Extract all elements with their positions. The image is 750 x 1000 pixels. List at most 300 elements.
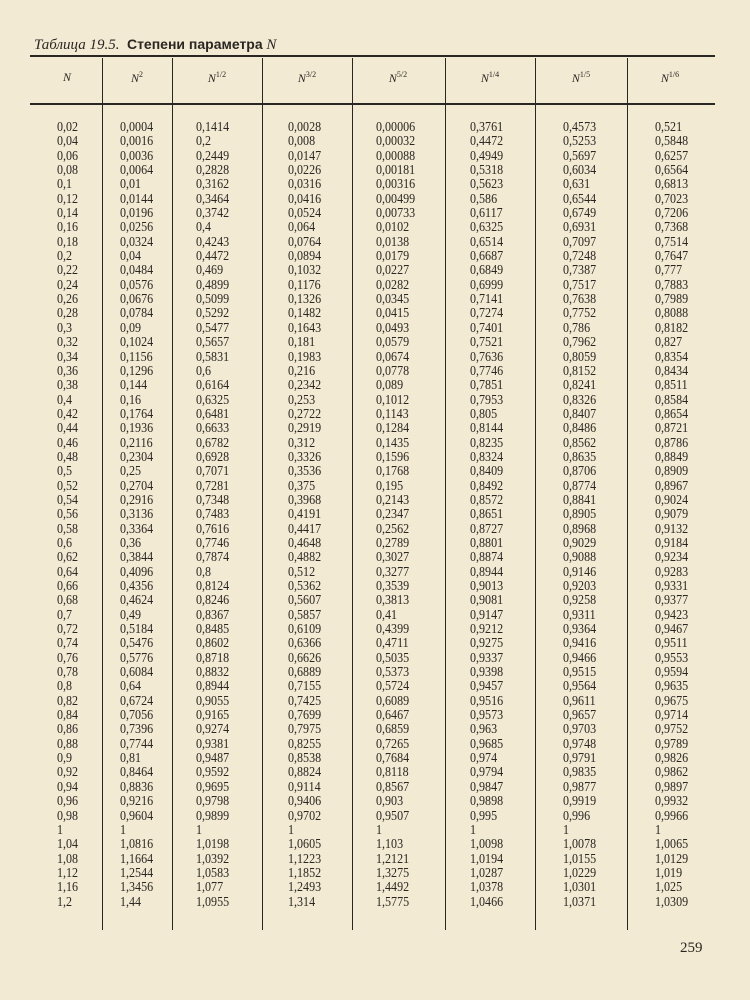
table-cell: 0,4399 <box>376 622 410 638</box>
table-cell: 0,02 <box>57 120 79 135</box>
table-cell: 0,512 <box>288 564 316 580</box>
table-cell: 0,8651 <box>470 507 504 523</box>
table-cell: 0,0036 <box>120 148 154 164</box>
table-cell: 0,7141 <box>470 292 504 308</box>
table-cell: 0,00032 <box>376 134 416 150</box>
table-cell: 0,2562 <box>376 521 410 537</box>
table-cell: 0,4472 <box>196 249 230 265</box>
header-rule <box>30 103 715 105</box>
table-cell: 1,0301 <box>563 880 597 896</box>
table-cell: 0,7616 <box>196 521 230 537</box>
table-cell: 1 <box>470 822 477 838</box>
table-cell: 0,9919 <box>563 794 597 810</box>
column-header <box>37 70 97 85</box>
table-cell: 0,44 <box>57 421 79 437</box>
table-cell: 0,8 <box>196 564 212 580</box>
table-cell: 0,9516 <box>470 693 504 709</box>
table-cell: 0,0138 <box>376 234 410 250</box>
table-cell: 0,00006 <box>376 120 416 135</box>
table-cell: 0,8326 <box>563 392 597 408</box>
table-cell: 0,7 <box>57 607 73 623</box>
table-cell: 0,6813 <box>655 177 689 193</box>
table-cell: 0,7023 <box>655 191 689 207</box>
table-cell: 0,9748 <box>563 736 597 752</box>
table-cell: 0,4417 <box>288 521 322 537</box>
table-cell: 0,3162 <box>196 177 230 193</box>
table-cell: 0,0256 <box>120 220 154 236</box>
table-cell: 0,2828 <box>196 163 230 179</box>
table-cell: 0,7056 <box>120 708 154 724</box>
table-cell: 0,4356 <box>120 579 154 594</box>
table-cell: 0,5253 <box>563 134 597 150</box>
table-cell: 0,1764 <box>120 406 154 422</box>
table-cell: 0,6544 <box>563 191 597 207</box>
table-cell: 0,3277 <box>376 564 410 580</box>
table-cell: 0,064 <box>288 220 316 236</box>
column-header-base: N <box>207 71 216 85</box>
table-cell: 0,0894 <box>288 249 322 265</box>
table-cell: 0,9274 <box>196 722 230 738</box>
table-cell: 0,01 <box>120 177 142 193</box>
table-cell: 0,9898 <box>470 794 504 810</box>
table-cell: 0,7281 <box>196 478 230 494</box>
table-cell: 0,9398 <box>470 665 504 681</box>
table-cell: 0,9695 <box>196 779 230 795</box>
table-cell: 0,6626 <box>288 650 322 666</box>
table-cell: 0,9635 <box>655 679 689 695</box>
table-cell: 0,4096 <box>120 564 154 580</box>
table-cell: 0,6633 <box>196 421 230 437</box>
table-cell: 0,1936 <box>120 421 154 437</box>
table-column <box>655 121 688 910</box>
column-header <box>107 70 167 86</box>
table-cell: 0,3326 <box>288 449 322 465</box>
table-cell: 0,8235 <box>470 435 504 451</box>
table-cell: 0,9147 <box>470 607 504 623</box>
table-cell: 0,6928 <box>196 449 230 465</box>
table-cell: 0,5035 <box>376 650 410 666</box>
table-cell: 0,1326 <box>288 292 322 308</box>
table-cell: 0,62 <box>57 550 79 566</box>
table-cell: 0,6084 <box>120 665 154 681</box>
table-cell: 1,0955 <box>196 894 230 910</box>
table-cell: 0,1414 <box>196 120 230 135</box>
table-cell: 0,7483 <box>196 507 230 523</box>
table-cell: 0,7647 <box>655 249 689 265</box>
table-column <box>376 121 415 910</box>
table-cell: 0,6117 <box>470 206 503 222</box>
table-cell: 0,0324 <box>120 234 154 250</box>
table-cell: 0,8602 <box>196 636 230 652</box>
table-cell: 0,0028 <box>288 120 322 135</box>
table-cell: 0,7248 <box>563 249 597 265</box>
top-rule <box>30 55 715 57</box>
table-cell: 1,2 <box>57 894 73 910</box>
table-cell: 0,7348 <box>196 492 230 508</box>
table-cell: 0,9234 <box>655 550 689 566</box>
page-number: 259 <box>680 940 703 956</box>
table-cell: 0,6564 <box>655 163 689 179</box>
table-cell: 0,0784 <box>120 306 154 322</box>
table-cell: 0,16 <box>120 392 142 408</box>
table-cell: 0,1156 <box>120 349 153 365</box>
table-cell: 0,8786 <box>655 435 689 451</box>
table-cell: 0,521 <box>655 120 683 135</box>
table-cell: 0,9275 <box>470 636 504 652</box>
table-cell: 1,5775 <box>376 894 410 910</box>
table-cell: 0,9457 <box>470 679 504 695</box>
table-cell: 0,0345 <box>376 292 410 308</box>
table-cell: 0,5318 <box>470 163 504 179</box>
table-cell: 0,9364 <box>563 622 597 638</box>
table-cell: 0,0764 <box>288 234 322 250</box>
table-cell: 0,2 <box>57 249 73 265</box>
table-cell: 0,8909 <box>655 464 689 480</box>
table-cell: 0,81 <box>120 751 142 767</box>
table-cell: 0,6687 <box>470 249 504 265</box>
table-cell: 0,8538 <box>288 751 322 767</box>
column-header-base: N <box>571 71 580 85</box>
table-cell: 0,9592 <box>196 765 230 781</box>
table-cell: 0,58 <box>57 521 79 537</box>
table-cell: 0,8841 <box>563 492 597 508</box>
column-header-base: N <box>388 71 397 85</box>
column-header-base: N <box>297 71 306 85</box>
table-cell: 0,6164 <box>196 378 230 394</box>
table-cell: 0,6467 <box>376 708 410 724</box>
table-cell: 0,8567 <box>376 779 410 795</box>
table-cell: 0,8434 <box>655 363 689 379</box>
table-cell: 1,0129 <box>655 851 689 867</box>
table-cell: 0,008 <box>288 134 316 150</box>
table-cell: 0,3813 <box>376 593 410 609</box>
table-cell: 1,3275 <box>376 865 410 881</box>
table-cell: 0,6931 <box>563 220 597 236</box>
table-cell: 0,3027 <box>376 550 410 566</box>
table-cell: 0,5607 <box>288 593 322 609</box>
table-cell: 0,4 <box>57 392 73 408</box>
table-cell: 0,00499 <box>376 191 416 207</box>
table-cell: 0,8572 <box>470 492 504 508</box>
table-cell: 1,077 <box>196 880 224 896</box>
table-cell: 0,25 <box>120 464 142 480</box>
table-cell: 0,04 <box>120 249 142 265</box>
table-cell: 0,974 <box>470 751 498 767</box>
table-cell: 0,48 <box>57 449 79 465</box>
table-cell: 0,8836 <box>120 779 154 795</box>
table-cell: 0,2116 <box>120 435 153 451</box>
table-cell: 1 <box>120 822 127 838</box>
table-cell: 0,5184 <box>120 622 154 638</box>
table-cell: 0,2143 <box>376 492 410 508</box>
table-cell: 0,8059 <box>563 349 597 365</box>
table-cell: 0,5831 <box>196 349 230 365</box>
table-cell: 0,7953 <box>470 392 504 408</box>
table-cell: 1,025 <box>655 880 683 896</box>
table-cell: 0,6889 <box>288 665 322 681</box>
table-cell: 0,36 <box>120 535 142 551</box>
table-cell: 0,6257 <box>655 148 689 164</box>
table-cell: 0,98 <box>57 808 79 824</box>
table-title-symbol: N <box>266 37 277 53</box>
table-cell: 0,8511 <box>655 378 688 394</box>
table-cell: 0,0226 <box>288 163 322 179</box>
table-cell: 0,8774 <box>563 478 597 494</box>
table-cell: 0,9702 <box>288 808 322 824</box>
table-cell: 0,6514 <box>470 234 504 250</box>
table-cell: 1,0229 <box>563 865 597 881</box>
table-cell: 0,9081 <box>470 593 504 609</box>
column-divider <box>627 58 628 930</box>
table-cell: 0,8801 <box>470 535 504 551</box>
table-cell: 0,4648 <box>288 535 322 551</box>
table-cell: 0,41 <box>376 607 398 623</box>
table-cell: 0,2304 <box>120 449 154 465</box>
table-cell: 0,04 <box>57 134 79 150</box>
table-cell: 0,5848 <box>655 134 689 150</box>
table-cell: 0,2342 <box>288 378 322 394</box>
table-cell: 0,7387 <box>563 263 597 279</box>
table-cell: 1,0198 <box>196 837 230 853</box>
table-cell: 0,5657 <box>196 335 230 351</box>
table-cell: 0,0676 <box>120 292 154 308</box>
table-cell: 0,9604 <box>120 808 154 824</box>
table-cell: 0,8905 <box>563 507 597 523</box>
table-cell: 1,2121 <box>376 851 410 867</box>
table-cell: 0,9515 <box>563 665 597 681</box>
table-cell: 0,76 <box>57 650 79 666</box>
table-cell: 0,8706 <box>563 464 597 480</box>
table-cell: 0,9932 <box>655 794 689 810</box>
table-cell: 0,12 <box>57 191 79 207</box>
table-cell: 0,9966 <box>655 808 689 824</box>
table-cell: 0,8 <box>57 679 73 695</box>
table-cell: 0,195 <box>376 478 404 494</box>
table-cell: 0,22 <box>57 263 79 279</box>
table-cell: 1,3456 <box>120 880 154 896</box>
table-cell: 0,9789 <box>655 736 689 752</box>
table-number: Таблица 19.5. <box>34 37 120 53</box>
table-cell: 0,9594 <box>655 665 689 681</box>
table-cell: 0,0524 <box>288 206 322 222</box>
table-cell: 0,1012 <box>376 392 410 408</box>
column-header <box>277 70 337 86</box>
table-cell: 0,9794 <box>470 765 504 781</box>
table-cell: 0,09 <box>120 320 142 336</box>
column-header-base: N <box>130 71 139 85</box>
table-cell: 1,0078 <box>563 837 597 853</box>
table-cell: 0,7746 <box>196 535 230 551</box>
table-cell: 0,5477 <box>196 320 230 336</box>
table-cell: 0,4949 <box>470 148 504 164</box>
table-cell: 0,9487 <box>196 751 230 767</box>
table-column <box>57 121 78 910</box>
table-cell: 0,8246 <box>196 593 230 609</box>
column-header-exponent: 3/2 <box>305 70 317 79</box>
table-cell: 0,1024 <box>120 335 154 351</box>
table-cell: 0,2347 <box>376 507 410 523</box>
table-cell: 0,46 <box>57 435 79 451</box>
table-cell: 0,312 <box>288 435 316 451</box>
table-cell: 0,1983 <box>288 349 322 365</box>
table-cell: 0,9165 <box>196 708 230 724</box>
table-cell: 0,6034 <box>563 163 597 179</box>
table-cell: 0,0147 <box>288 148 322 164</box>
column-divider <box>445 58 446 930</box>
table-cell: 1,04 <box>57 837 79 853</box>
table-cell: 0,5 <box>57 464 73 480</box>
table-cell: 0,9114 <box>288 779 321 795</box>
table-cell: 0,9685 <box>470 736 504 752</box>
table-cell: 0,9 <box>57 751 73 767</box>
table-cell: 0,2789 <box>376 535 410 551</box>
table-cell: 0,3536 <box>288 464 322 480</box>
table-cell: 0,963 <box>470 722 498 738</box>
table-cell: 0,9573 <box>470 708 504 724</box>
table-cell: 0,9791 <box>563 751 597 767</box>
table-cell: 0,8255 <box>288 736 322 752</box>
table-cell: 0,8407 <box>563 406 597 422</box>
table-cell: 0,64 <box>120 679 142 695</box>
table-cell: 1,0309 <box>655 894 689 910</box>
table-cell: 0,7368 <box>655 220 689 236</box>
table-cell: 0,2722 <box>288 406 322 422</box>
table-cell: 0,06 <box>57 148 79 164</box>
table-cell: 0,7638 <box>563 292 597 308</box>
table-cell: 0,94 <box>57 779 79 795</box>
column-header-base: N <box>480 71 489 85</box>
table-cell: 0,6109 <box>288 622 322 638</box>
table-cell: 0,216 <box>288 363 316 379</box>
column-divider <box>535 58 536 930</box>
table-cell: 0,74 <box>57 636 79 652</box>
table-cell: 0,0064 <box>120 163 154 179</box>
table-cell: 0,4243 <box>196 234 230 250</box>
table-cell: 0,7744 <box>120 736 154 752</box>
table-cell: 0,3136 <box>120 507 154 523</box>
table-cell: 0,49 <box>120 607 142 623</box>
table-cell: 0,5292 <box>196 306 230 322</box>
table-cell: 0,7097 <box>563 234 597 250</box>
table-cell: 0,8824 <box>288 765 322 781</box>
table-cell: 0,3968 <box>288 492 322 508</box>
table-cell: 0,16 <box>57 220 79 236</box>
table-cell: 0,1296 <box>120 363 154 379</box>
table-cell: 1,12 <box>57 865 79 881</box>
table-cell: 0,9088 <box>563 550 597 566</box>
table-cell: 1,0065 <box>655 837 689 853</box>
table-cell: 0,8727 <box>470 521 504 537</box>
column-header <box>368 70 428 86</box>
table-cell: 0,1 <box>57 177 73 193</box>
column-header <box>640 70 700 86</box>
table-cell: 0,00733 <box>376 206 416 222</box>
table-cell: 0,6089 <box>376 693 410 709</box>
table-cell: 0,08 <box>57 163 79 179</box>
table-cell: 0,0493 <box>376 320 410 336</box>
table-cell: 0,3 <box>57 320 73 336</box>
table-cell: 0,0316 <box>288 177 322 193</box>
table-cell: 0,8832 <box>196 665 230 681</box>
column-divider <box>102 58 103 930</box>
table-cell: 0,4472 <box>470 134 504 150</box>
table-cell: 0,36 <box>57 363 79 379</box>
column-header-exponent: 1/6 <box>668 70 680 79</box>
table-cell: 0,88 <box>57 736 79 752</box>
table-cell: 0,9675 <box>655 693 689 709</box>
table-cell: 0,8944 <box>470 564 504 580</box>
table-cell: 0,84 <box>57 708 79 724</box>
table-cell: 1,0378 <box>470 880 504 896</box>
table-cell: 0,32 <box>57 335 79 351</box>
table-cell: 0,0144 <box>120 191 154 207</box>
table-cell: 0,805 <box>470 406 498 422</box>
table-cell: 0,6366 <box>288 636 322 652</box>
table-cell: 1 <box>563 822 570 838</box>
table-cell: 0,7975 <box>288 722 322 738</box>
table-cell: 0,54 <box>57 492 79 508</box>
table-cell: 0,9337 <box>470 650 504 666</box>
table-cell: 0,9283 <box>655 564 689 580</box>
table-cell: 0,7514 <box>655 234 689 250</box>
table-cell: 1,019 <box>655 865 683 881</box>
table-cell: 0,1768 <box>376 464 410 480</box>
table-cell: 0,6782 <box>196 435 230 451</box>
table-cell: 0,1176 <box>288 277 321 293</box>
table-cell: 0,1482 <box>288 306 322 322</box>
table-cell: 0,9331 <box>655 579 689 594</box>
table-cell: 1 <box>655 822 662 838</box>
table-cell: 0,777 <box>655 263 683 279</box>
table-cell: 0,7962 <box>563 335 597 351</box>
table-cell: 0,00181 <box>376 163 416 179</box>
column-header-base: N <box>62 70 71 84</box>
table-cell: 1 <box>196 822 203 838</box>
table-cell: 0,9467 <box>655 622 689 638</box>
table-cell: 0,28 <box>57 306 79 322</box>
table-cell: 0,996 <box>563 808 591 824</box>
table-cell: 1 <box>376 822 383 838</box>
table-cell: 0,5776 <box>120 650 154 666</box>
column-divider <box>352 58 353 930</box>
table-cell: 0,8968 <box>563 521 597 537</box>
table-cell: 0,5362 <box>288 579 322 594</box>
table-cell: 0,9055 <box>196 693 230 709</box>
table-cell: 1,0392 <box>196 851 230 867</box>
table-cell: 0,6724 <box>120 693 154 709</box>
table-cell: 0,4191 <box>288 507 322 523</box>
table-cell: 0,7874 <box>196 550 230 566</box>
table-cell: 0,9511 <box>655 636 688 652</box>
table-cell: 0,9798 <box>196 794 230 810</box>
table-cell: 0,9703 <box>563 722 597 738</box>
column-header-exponent: 2 <box>139 70 143 79</box>
table-cell: 0,8944 <box>196 679 230 695</box>
table-cell: 1,0466 <box>470 894 504 910</box>
table-cell: 1,314 <box>288 894 316 910</box>
table-cell: 0,52 <box>57 478 79 494</box>
table-cell: 0,7752 <box>563 306 597 322</box>
table-cell: 0,2919 <box>288 421 322 437</box>
table-cell: 0,0227 <box>376 263 410 279</box>
table-cell: 0,42 <box>57 406 79 422</box>
table-cell: 0,14 <box>57 206 79 222</box>
table-cell: 0,5857 <box>288 607 322 623</box>
table-cell: 0,9258 <box>563 593 597 609</box>
table-cell: 0,86 <box>57 722 79 738</box>
table-cell: 1 <box>57 822 64 838</box>
table-cell: 0,8409 <box>470 464 504 480</box>
